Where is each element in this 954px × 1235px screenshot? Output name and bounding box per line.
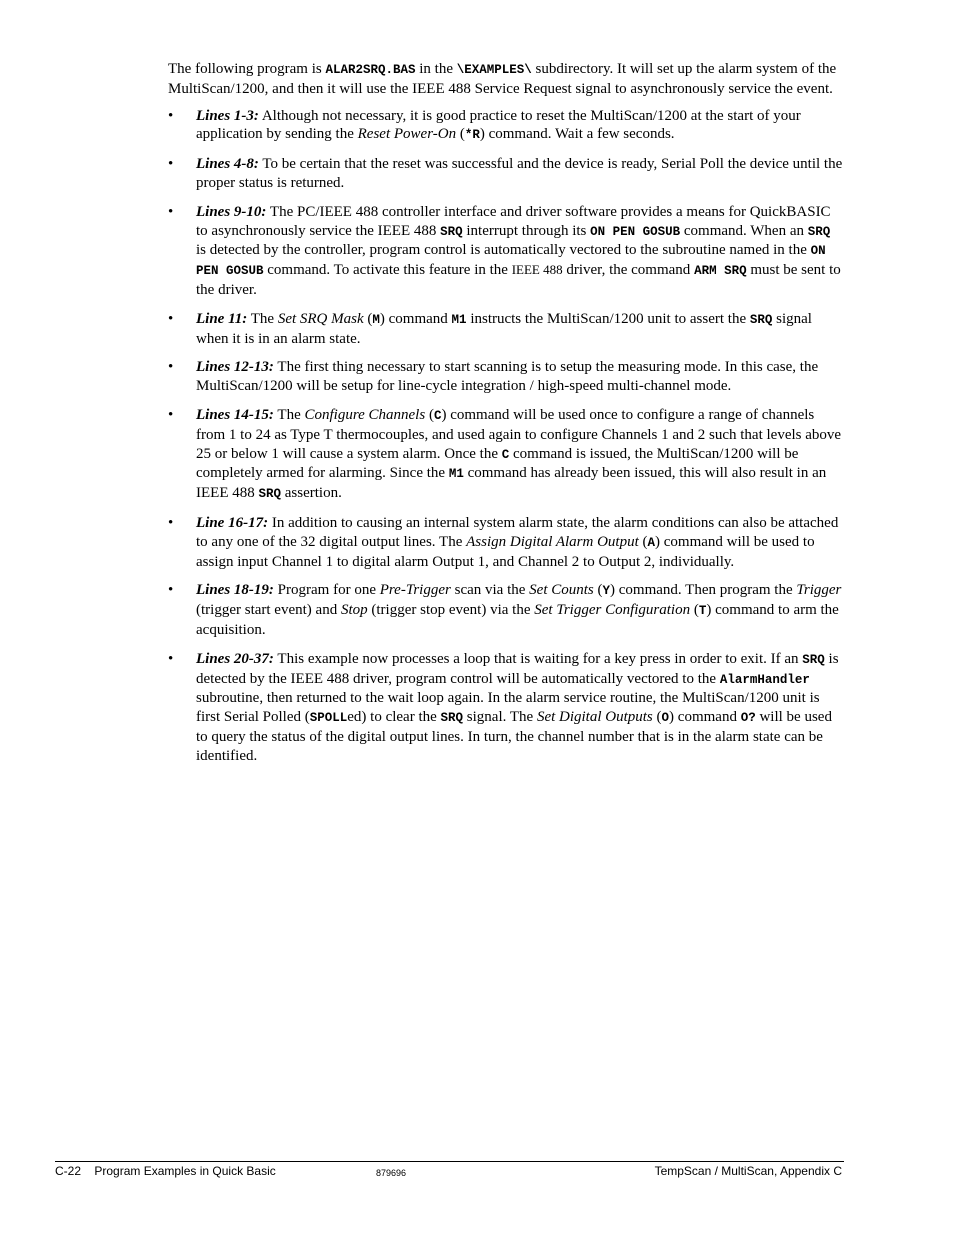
bullet-dot-icon: •	[168, 650, 174, 667]
bullet-dot-icon: •	[168, 514, 174, 531]
command-code: SRQ	[807, 224, 831, 239]
bullet-heading: Lines 14-15:	[196, 406, 274, 423]
bullet-text: Although not necessary, it is good practice to reset the MultiScan/1200 at the start of your application by sending the	[196, 107, 801, 143]
bullet-dot-icon: •	[168, 107, 174, 124]
bullet-heading: Line 11:	[196, 310, 248, 327]
bullet-dot-icon: •	[168, 406, 174, 423]
bullet-text: is detected by the controller, program control is automatically vectored to the subroutine named in the	[196, 242, 811, 259]
bullet-text: The PC/IEEE 488 controller interface and driver software provides a means for QuickBASIC to asynchronously service the IEEE 488	[196, 203, 831, 239]
bullet-dot-icon: •	[168, 203, 174, 220]
bullet-text: (	[690, 602, 699, 619]
bullet-line-11	[168, 310, 844, 349]
bullet-text: (trigger stop event) via the	[367, 602, 535, 619]
bullet-text: interrupt through its	[462, 222, 591, 239]
bullet-text: ) command will be used once to configure a range of channels from 1 to 24 as Type T thermocouples, and used again to configure Channels 1 and 2 such that levels above 25 or below 1 will cause a system alarm. Once the	[196, 406, 842, 462]
footer-document-number: 879696	[376, 1168, 407, 1178]
command-code: A	[647, 535, 656, 550]
bullet-lines-9-10	[168, 203, 844, 300]
bullet-text: (	[425, 406, 434, 423]
command-code: M1	[448, 467, 464, 482]
command-code: SPOLL	[309, 711, 348, 726]
bullet-text: This example now processes a loop that is waiting for a key press in order to exit. If an	[273, 650, 803, 667]
command-name: Set SRQ Mask	[277, 310, 364, 327]
command-code: ON PEN GOSUB	[590, 224, 681, 239]
bullet-text: ) command	[379, 310, 452, 327]
footer-page-section: C-22 Program Examples in Quick Basic	[55, 1164, 276, 1178]
bullet-heading: Lines 20-37:	[196, 650, 274, 667]
command-name: Configure Channels	[304, 406, 426, 423]
intro-text: The following program is	[168, 61, 326, 77]
bullet-text: The	[273, 406, 305, 423]
bullet-dot-icon: •	[168, 310, 174, 327]
command-code: M	[372, 312, 380, 327]
bullet-heading: Lines 9-10:	[196, 203, 267, 220]
bullet-text: command is issued, the MultiScan/1200 will be completely armed for alarming. Since the	[196, 445, 799, 482]
intro-text: subdirectory. It will set up the alarm system of the MultiScan/1200, and then it will use the IEEE 488 Service Request signal to asynchronously service the event.	[168, 61, 837, 97]
command-name: Stop	[340, 602, 368, 619]
bullet-text: (	[652, 709, 662, 726]
command-code: SRQ	[749, 312, 773, 327]
bullet-text: instructs the MultiScan/1200 unit to assert the	[466, 310, 750, 327]
bullet-text: command. To activate this feature in the	[263, 262, 512, 279]
bullet-text: ed) to clear the	[347, 709, 441, 726]
bullet-text: command has already been issued, this will also result in an IEEE 488	[196, 465, 827, 502]
bullet-text: ) command to arm the acquisition.	[196, 602, 839, 638]
bullet-text: ) command will be used to assign input Channel 1 to digital alarm Output 1, and Channel 2 to Output 2, individually.	[196, 533, 815, 570]
bullet-text: will be used to query the status of the digital output lines. In turn, the channel number that is in the alarm state can be identified.	[196, 709, 832, 764]
command-code: ARM SRQ	[694, 264, 747, 279]
bullet-text: (	[638, 533, 648, 550]
bullet-text: subroutine, then returned to the wait loop again. In the alarm service routine, the MultiScan/1200 unit is first Serial Polled (	[196, 690, 820, 726]
command-code: ON PEN GOSUB	[196, 244, 826, 279]
bullet-text: driver, the command	[562, 262, 695, 279]
bullet-heading: Line 16-17:	[196, 514, 269, 531]
bullet-text: ) command. Wait a few seconds.	[479, 126, 675, 143]
program-filename: ALAR2SRQ.BAS	[325, 63, 416, 77]
footer-manual-title: TempScan / MultiScan, Appendix C	[654, 1164, 842, 1178]
command-code: SRQ	[440, 224, 463, 239]
bullet-lines-1-3	[168, 107, 844, 146]
bullet-lines-18-19	[168, 581, 844, 639]
bullet-text: In addition to causing an internal system alarm state, the alarm conditions can also be attached to any one of the 32 digital output lines. The	[196, 514, 839, 550]
bullet-text: is detected by the IEEE 488 driver, program control will be automatically vectored to the	[196, 650, 839, 687]
bullet-lines-20-37	[168, 650, 844, 766]
command-code: C	[433, 408, 442, 423]
bullet-text: ) command	[669, 709, 741, 726]
bullet-dot-icon: •	[168, 156, 174, 173]
bullet-heading: Lines 1-3:	[196, 107, 259, 124]
bullet-text: ) command. Then program the	[610, 582, 797, 599]
bullet-line-16-17	[168, 514, 844, 571]
bullet-text: Program for one	[273, 582, 380, 599]
command-code: SRQ	[440, 711, 464, 726]
bullet-lines-12-13	[168, 358, 844, 396]
bullet-heading: Lines 4-8:	[196, 156, 259, 173]
command-name: Reset Power-On	[357, 126, 457, 143]
bullet-text: signal. The	[463, 709, 537, 726]
bullet-text: signal when it is in an alarm state.	[196, 310, 812, 347]
command-name: Pre-Trigger	[379, 582, 451, 599]
command-code: T	[698, 604, 707, 619]
intro-paragraph	[168, 60, 844, 99]
bullet-text: command. When an	[680, 222, 808, 239]
examples-directory: \EXAMPLES\	[456, 63, 532, 77]
bullet-lines-14-15	[168, 406, 844, 504]
bullet-dot-icon: •	[168, 582, 174, 599]
command-name: Set Digital Outputs	[536, 709, 653, 726]
bullet-text: The	[247, 310, 278, 327]
bullet-text: assertion.	[281, 485, 342, 502]
command-code: SRQ	[258, 487, 281, 502]
command-code: *R	[464, 128, 480, 143]
command-name: Set Trigger Configuration	[534, 602, 691, 619]
bullet-dot-icon: •	[168, 359, 174, 376]
bullet-text: (trigger start event) and	[196, 602, 341, 619]
driver-name: IEEE 488	[511, 262, 563, 278]
command-code: O	[661, 711, 670, 726]
bullet-heading: Lines 12-13:	[196, 359, 274, 376]
line-description-list	[168, 107, 844, 766]
command-code: SRQ	[802, 652, 825, 667]
footer-divider	[55, 1161, 844, 1162]
bullet-text: The first thing necessary to start scanning is to setup the measuring mode. In this case, the MultiScan/1200 will be setup for line-cycle integration / high-speed multi-channel mode.	[196, 359, 819, 395]
bullet-text: must be sent to the driver.	[196, 262, 841, 298]
bullet-lines-4-8	[168, 155, 844, 193]
bullet-text: scan via the	[450, 582, 530, 599]
command-name: Assign Digital Alarm Output	[466, 533, 639, 550]
command-code: M1	[451, 312, 467, 327]
command-code: AlarmHandler	[719, 672, 810, 687]
bullet-text: To be certain that the reset was successful and the device is ready, Serial Poll the device until the proper status is returned.	[196, 156, 843, 191]
bullet-heading: Lines 18-19:	[196, 582, 274, 599]
page-body	[168, 60, 844, 776]
intro-text: in the	[415, 61, 457, 77]
command-name: Set Counts	[529, 582, 594, 599]
bullet-text: (	[593, 582, 603, 599]
command-code: C	[501, 447, 510, 462]
bullet-text: (	[456, 126, 465, 143]
command-code: O?	[740, 711, 756, 726]
command-code: Y	[602, 584, 611, 599]
bullet-text: (	[363, 310, 373, 327]
command-name: Trigger	[796, 582, 842, 599]
